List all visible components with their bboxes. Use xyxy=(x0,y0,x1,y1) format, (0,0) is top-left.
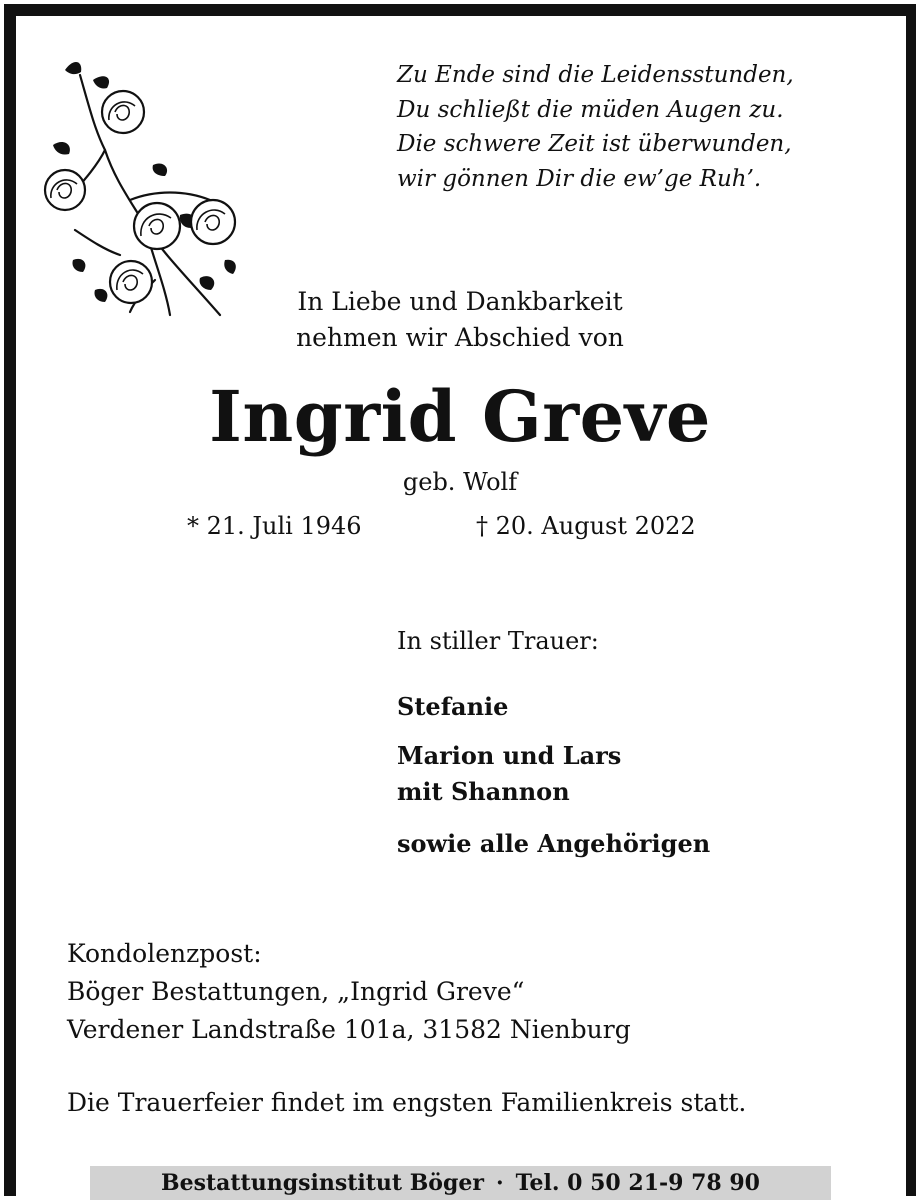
mourner-name: Stefanie xyxy=(397,692,509,721)
mourner-group xyxy=(397,738,621,810)
poem-line: wir gönnen Dir die ew’ge Ruh’. xyxy=(397,165,762,192)
poem xyxy=(397,58,897,196)
mourner-group xyxy=(397,826,710,862)
mourner-group xyxy=(397,689,508,725)
funeral-home-name: Bestattungsinstitut Böger xyxy=(161,1170,484,1196)
condolence-line: Kondolenzpost: xyxy=(67,939,262,968)
funeral-home-phone: Tel. 0 50 21-9 78 90 xyxy=(515,1170,760,1196)
poem-line: Die schwere Zeit ist überwunden, xyxy=(397,131,792,157)
roses-illustration xyxy=(35,50,250,320)
mourning-heading: In stiller Trauer: xyxy=(397,627,599,655)
intro-line: nehmen wir Abschied von xyxy=(296,323,624,352)
ceremony-note: Die Trauerfeier findet im engsten Familienkreis statt. xyxy=(67,1088,747,1117)
condolence-line: Böger Bestattungen, „Ingrid Greve“ xyxy=(67,977,525,1006)
mourner-name: sowie alle Angehörigen xyxy=(397,829,711,858)
birth-date: * 21. Juli 1946 xyxy=(187,512,362,540)
mourner-name: Marion und Lars xyxy=(397,741,622,770)
poem-line: Du schließt die müden Augen zu. xyxy=(397,96,784,123)
condolence-address xyxy=(67,935,631,1049)
poem-line: Zu Ende sind die Leidensstunden, xyxy=(397,62,794,88)
birth-name: geb. Wolf xyxy=(402,468,518,496)
condolence-line: Verdener Landstraße 101a, 31582 Nienburg xyxy=(67,1015,631,1044)
death-date: † 20. August 2022 xyxy=(476,512,696,540)
mourner-name: mit Shannon xyxy=(397,777,570,806)
deceased-name: Ingrid Greve xyxy=(209,375,711,458)
intro-text xyxy=(0,284,920,356)
intro-line: In Liebe und Dankbarkeit xyxy=(297,287,623,316)
funeral-home-footer xyxy=(90,1166,831,1200)
footer-separator: · xyxy=(495,1170,504,1196)
